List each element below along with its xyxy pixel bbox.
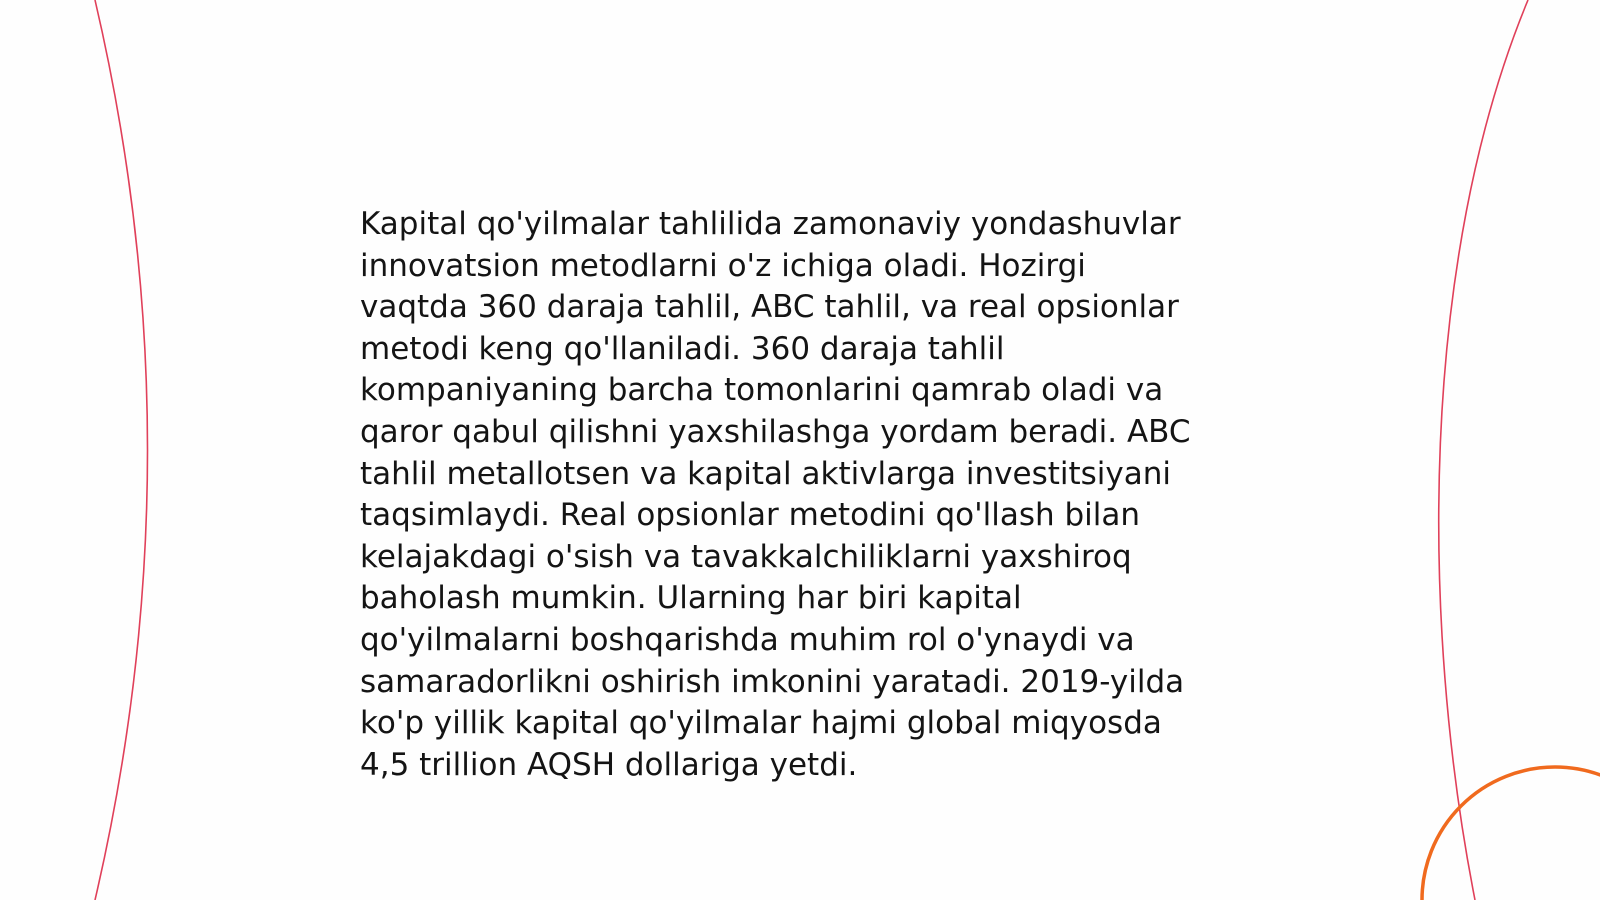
slide-body-text: Kapital qo'yilmalar tahlilida zamonaviy yondashuvlar innovatsion metodlarni o'z ichiga oladi. Hozirgi vaqtda 360 daraja tahlil, ABC tahlil, va real opsionlar metodi keng qo'llaniladi. 360 daraja tahlil kompaniyaning barcha tomonlarini qamrab oladi va qaror qabul qilishni yaxshilashga yordam beradi. ABC tahlil metallotsen va kapital aktivlarga investitsiyani taqsimlaydi. Real opsionlar metodini qo'llash bilan kelajakdagi o'sish va tavakkalchiliklarni yaxshiroq baholash mumkin. Ularning har biri kapital qo'yilmalarni boshqarishda muhim rol o'ynaydi va samaradorlikni oshirish imkonini yaratadi. 2019-yilda ko'p yillik kapital qo'yilmalar hajmi global miqyosda 4,5 trillion AQSH dollariga yetdi.: [360, 206, 1191, 783]
right-curve-line: [1439, 0, 1528, 900]
left-curve-line: [95, 0, 148, 900]
accent-circle: [1422, 767, 1600, 900]
